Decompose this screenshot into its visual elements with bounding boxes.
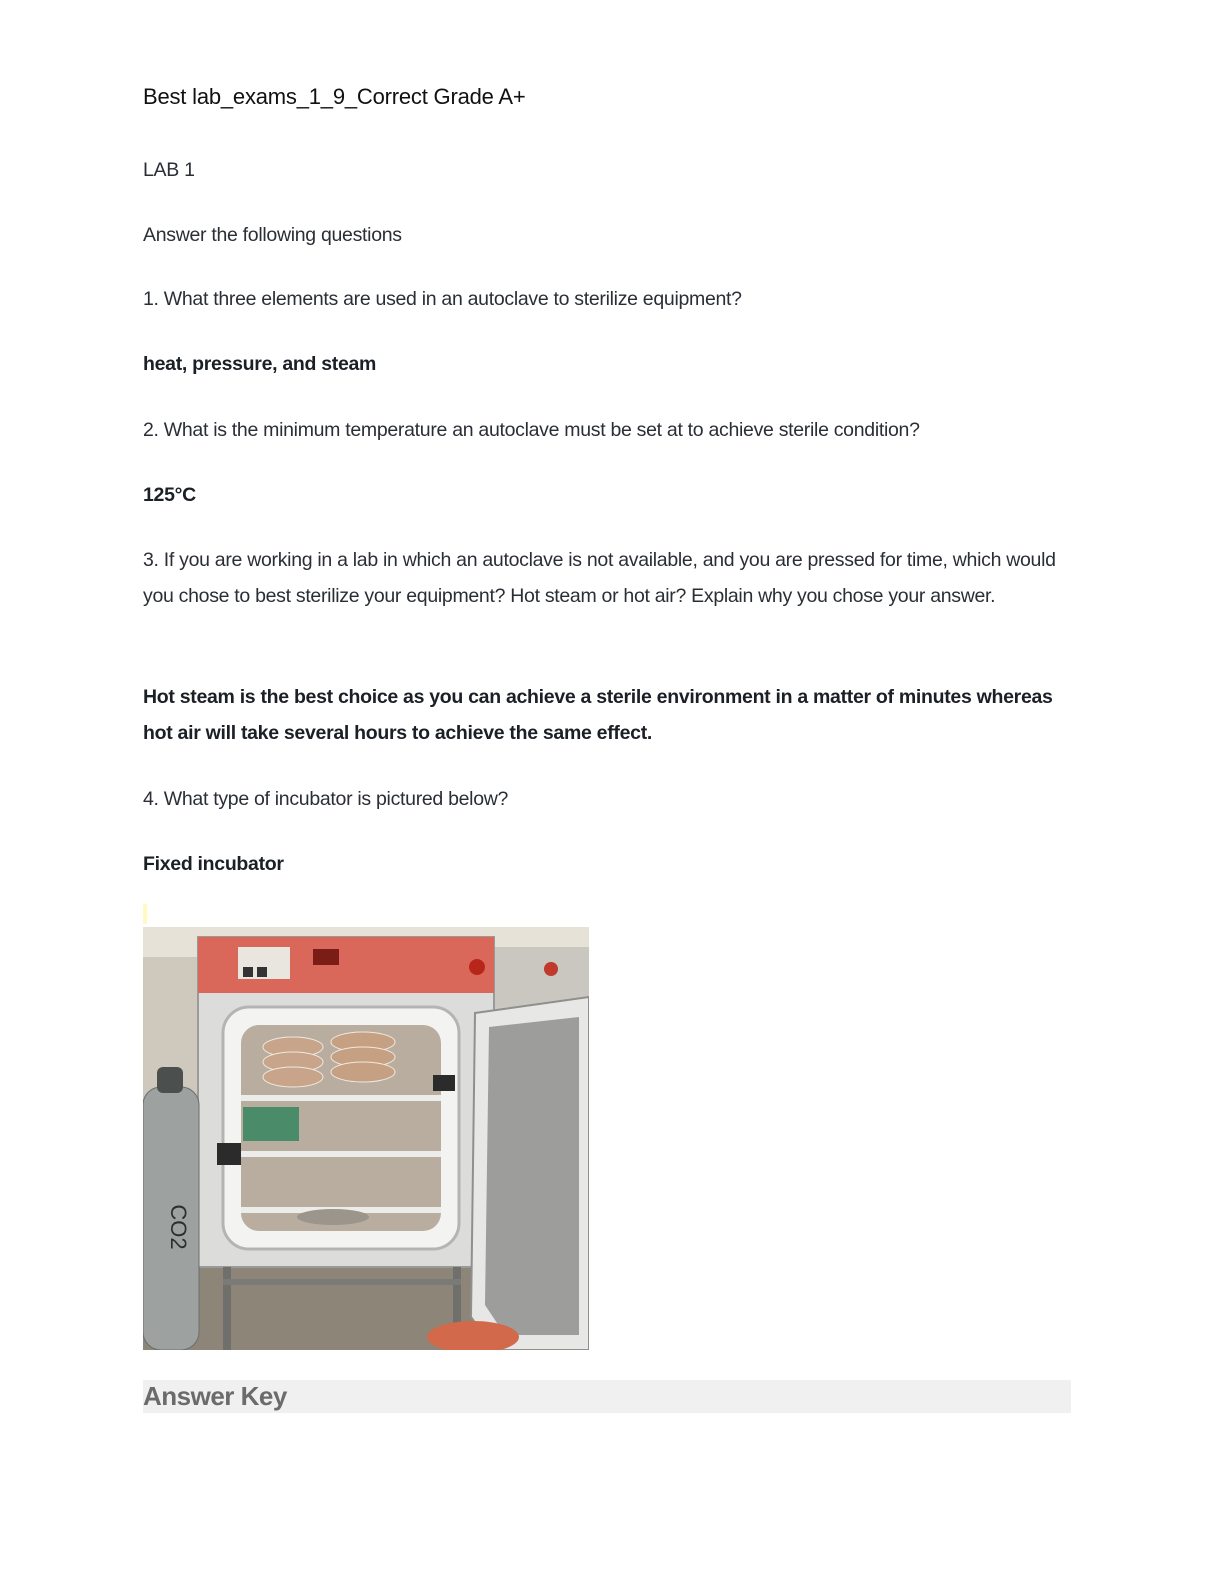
question-2: 2. What is the minimum temperature an autoclave must be set at to achieve sterile condition? [143,419,920,441]
instruction-text: Answer the following questions [143,224,402,246]
incubator-photo [143,927,589,1350]
answer-1: heat, pressure, and steam [143,353,377,375]
svg-text:CO2: CO2 [166,1204,191,1250]
answer-key-heading: Answer Key [143,1381,287,1411]
answer-2: 125°C [143,484,196,506]
answer-3: Hot steam is the best choice as you can achieve a sterile environment in a matter of minutes whereas hot air will take several hours to achieve the same effect. [143,686,1053,744]
question-4: 4. What type of incubator is pictured below? [143,788,509,810]
document-title: Best lab_exams_1_9_Correct Grade A+ [143,84,526,109]
answer-4: Fixed incubator [143,853,284,875]
lab-heading: LAB 1 [143,159,195,181]
question-1: 1. What three elements are used in an autoclave to sterilize equipment? [143,288,742,310]
question-3: 3. If you are working in a lab in which an autoclave is not available, and you are pressed for time, which would you chose to best sterilize your equipment? Hot steam or hot air? Explain why you chose your answer. [143,549,1056,607]
highlight-marker [143,904,147,924]
